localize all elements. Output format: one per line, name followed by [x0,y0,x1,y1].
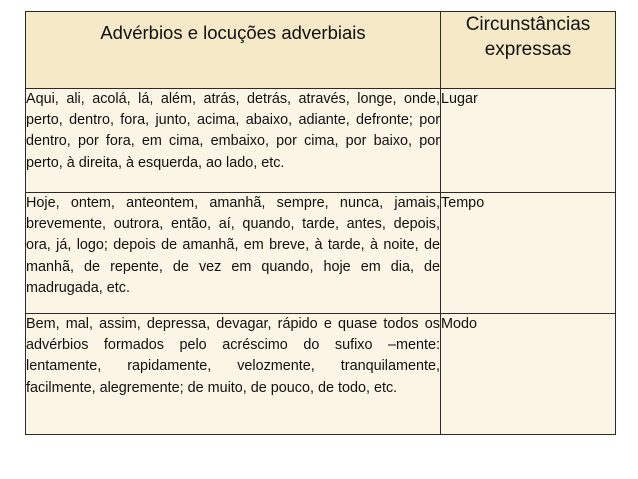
table-row [26,314,616,435]
header-adverbs [26,12,441,89]
table-header-row [26,12,616,89]
header-circumstance-line2: expressas [484,39,572,60]
circumstance-cell-manner: Modo [441,314,616,435]
table-row [26,89,616,193]
circumstance-cell-time: Tempo [441,193,616,314]
header-circumstance-line1: Circunstâncias [465,14,591,35]
circumstance-cell-place: Lugar [441,89,616,193]
adverbs-cell-time: Hoje, ontem, anteontem, amanhã, sempre, nunca, jamais, brevemente, outrora, então, aí, quando, tarde, antes, depois, ora, já, logo; depois de amanhã, em breve, à tarde, à noite, de manhã, de repente, de vez em quando, hoje em dia, de madrugada, etc. [26,193,441,314]
header-circumstance [441,12,616,89]
adverbs-table [25,11,616,435]
adverbs-cell-manner: Bem, mal, assim, depressa, devagar, rápido e quase todos os advérbios formados pelo acréscimo do sufixo –mente: lentamente, rapidamente, velozmente, tranquilamente, facilmente, alegremente; de muito, de pouco, de todo, etc. [26,314,441,435]
adverbs-cell-place: Aqui, ali, acolá, lá, além, atrás, detrás, através, longe, onde, perto, dentro, fora, junto, acima, abaixo, adiante, defronte; por dentro, por fora, em cima, embaixo, por cima, por baixo, por perto, à direita, à esquerda, ao lado, etc. [26,89,441,193]
header-adverbs-label: Advérbios e locuções adverbiais [100,22,366,43]
table-row [26,193,616,314]
